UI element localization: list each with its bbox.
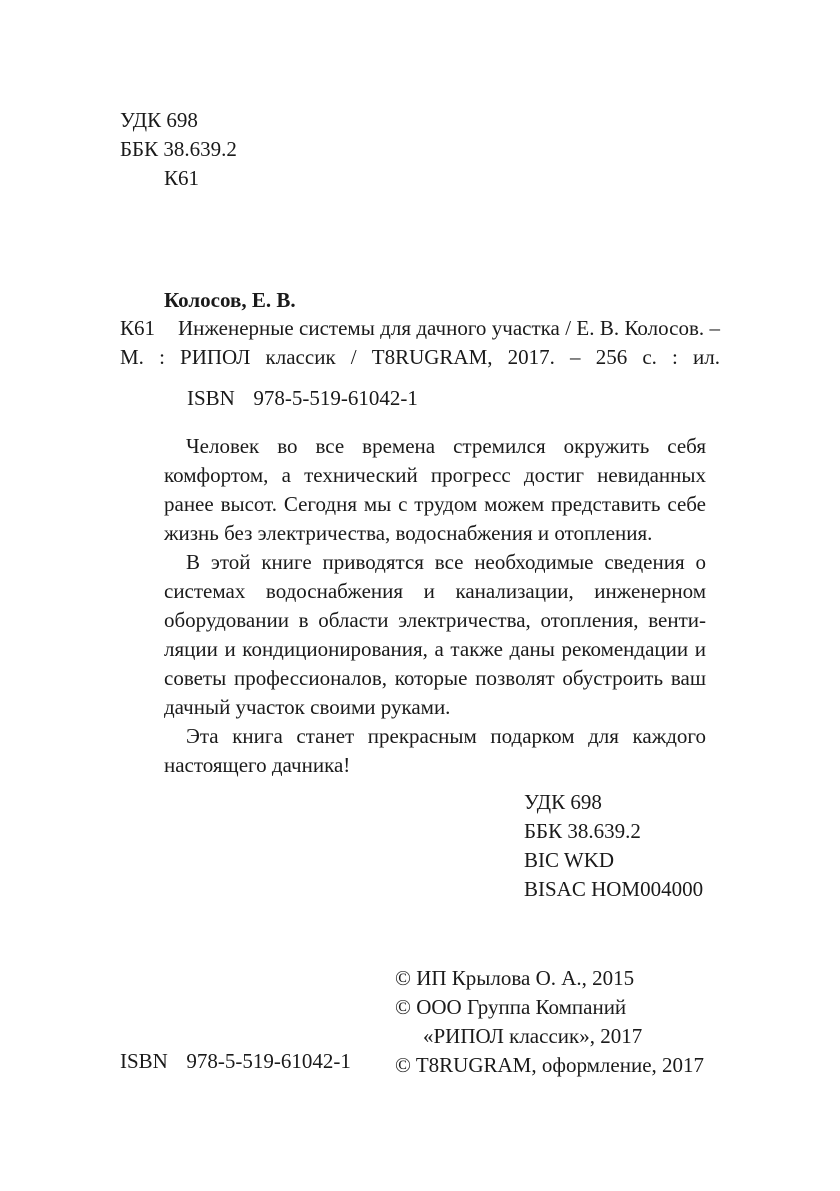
right-classification-block (524, 788, 703, 904)
bisac-code: BISAC HOM004000 (524, 877, 704, 901)
copyright-line-3: «РИПОЛ классик», 2017 (423, 1024, 643, 1048)
annotation-paragraph-3: Эта книга станет прекрасным подарком для каждого настоящего дачника! (164, 724, 706, 777)
author-name: Колосов, Е. В. (164, 288, 296, 312)
right-udk-code: УДК 698 (524, 790, 602, 814)
isbn-main: ISBN 978-5-519-61042-1 (187, 386, 418, 410)
isbn-bottom: ISBN 978-5-519-61042-1 (120, 1049, 351, 1073)
author-sign: К61 (164, 166, 200, 190)
bib-description: Инженерные системы для дачного участка / Е. В. Колосов. – М. : РИПОЛ классик / T8RUGRAM, 2017. – 256 с. : ил. (120, 316, 720, 369)
bbk-code: ББК 38.639.2 (120, 137, 237, 161)
copyright-block (395, 964, 704, 1080)
right-bbk-code: ББК 38.639.2 (524, 819, 641, 843)
udk-code: УДК 698 (120, 108, 198, 132)
copyright-line-2: © ООО Группа Компаний (395, 995, 627, 1019)
top-classification-block (120, 106, 237, 193)
annotation (164, 432, 706, 780)
copyright-line-1: © ИП Крылова О. А., 2015 (395, 966, 635, 990)
annotation-paragraph-2: В этой книге приводятся все необходимые сведения о системах водоснабжения и канализации, инженерном оборудовании в области электричества, отопления, вентиляции и кондиционирования, а также даны рекомендации и советы профессионалов, которые позволят обустроить ваш дачный участок своими руками. (164, 550, 706, 719)
annotation-paragraph-1: Человек во все времена стремился окружить себя комфортом, а технический прогресс достиг невиданных ранее высот. Сегодня мы с трудом можем представить себе жизнь без электричества, водоснабжения и отопления. (164, 434, 706, 545)
bib-author-sign: К61 (120, 316, 156, 340)
bic-code: BIC WKD (524, 848, 615, 872)
copyright-line-4: © T8RUGRAM, оформление, 2017 (395, 1053, 705, 1077)
